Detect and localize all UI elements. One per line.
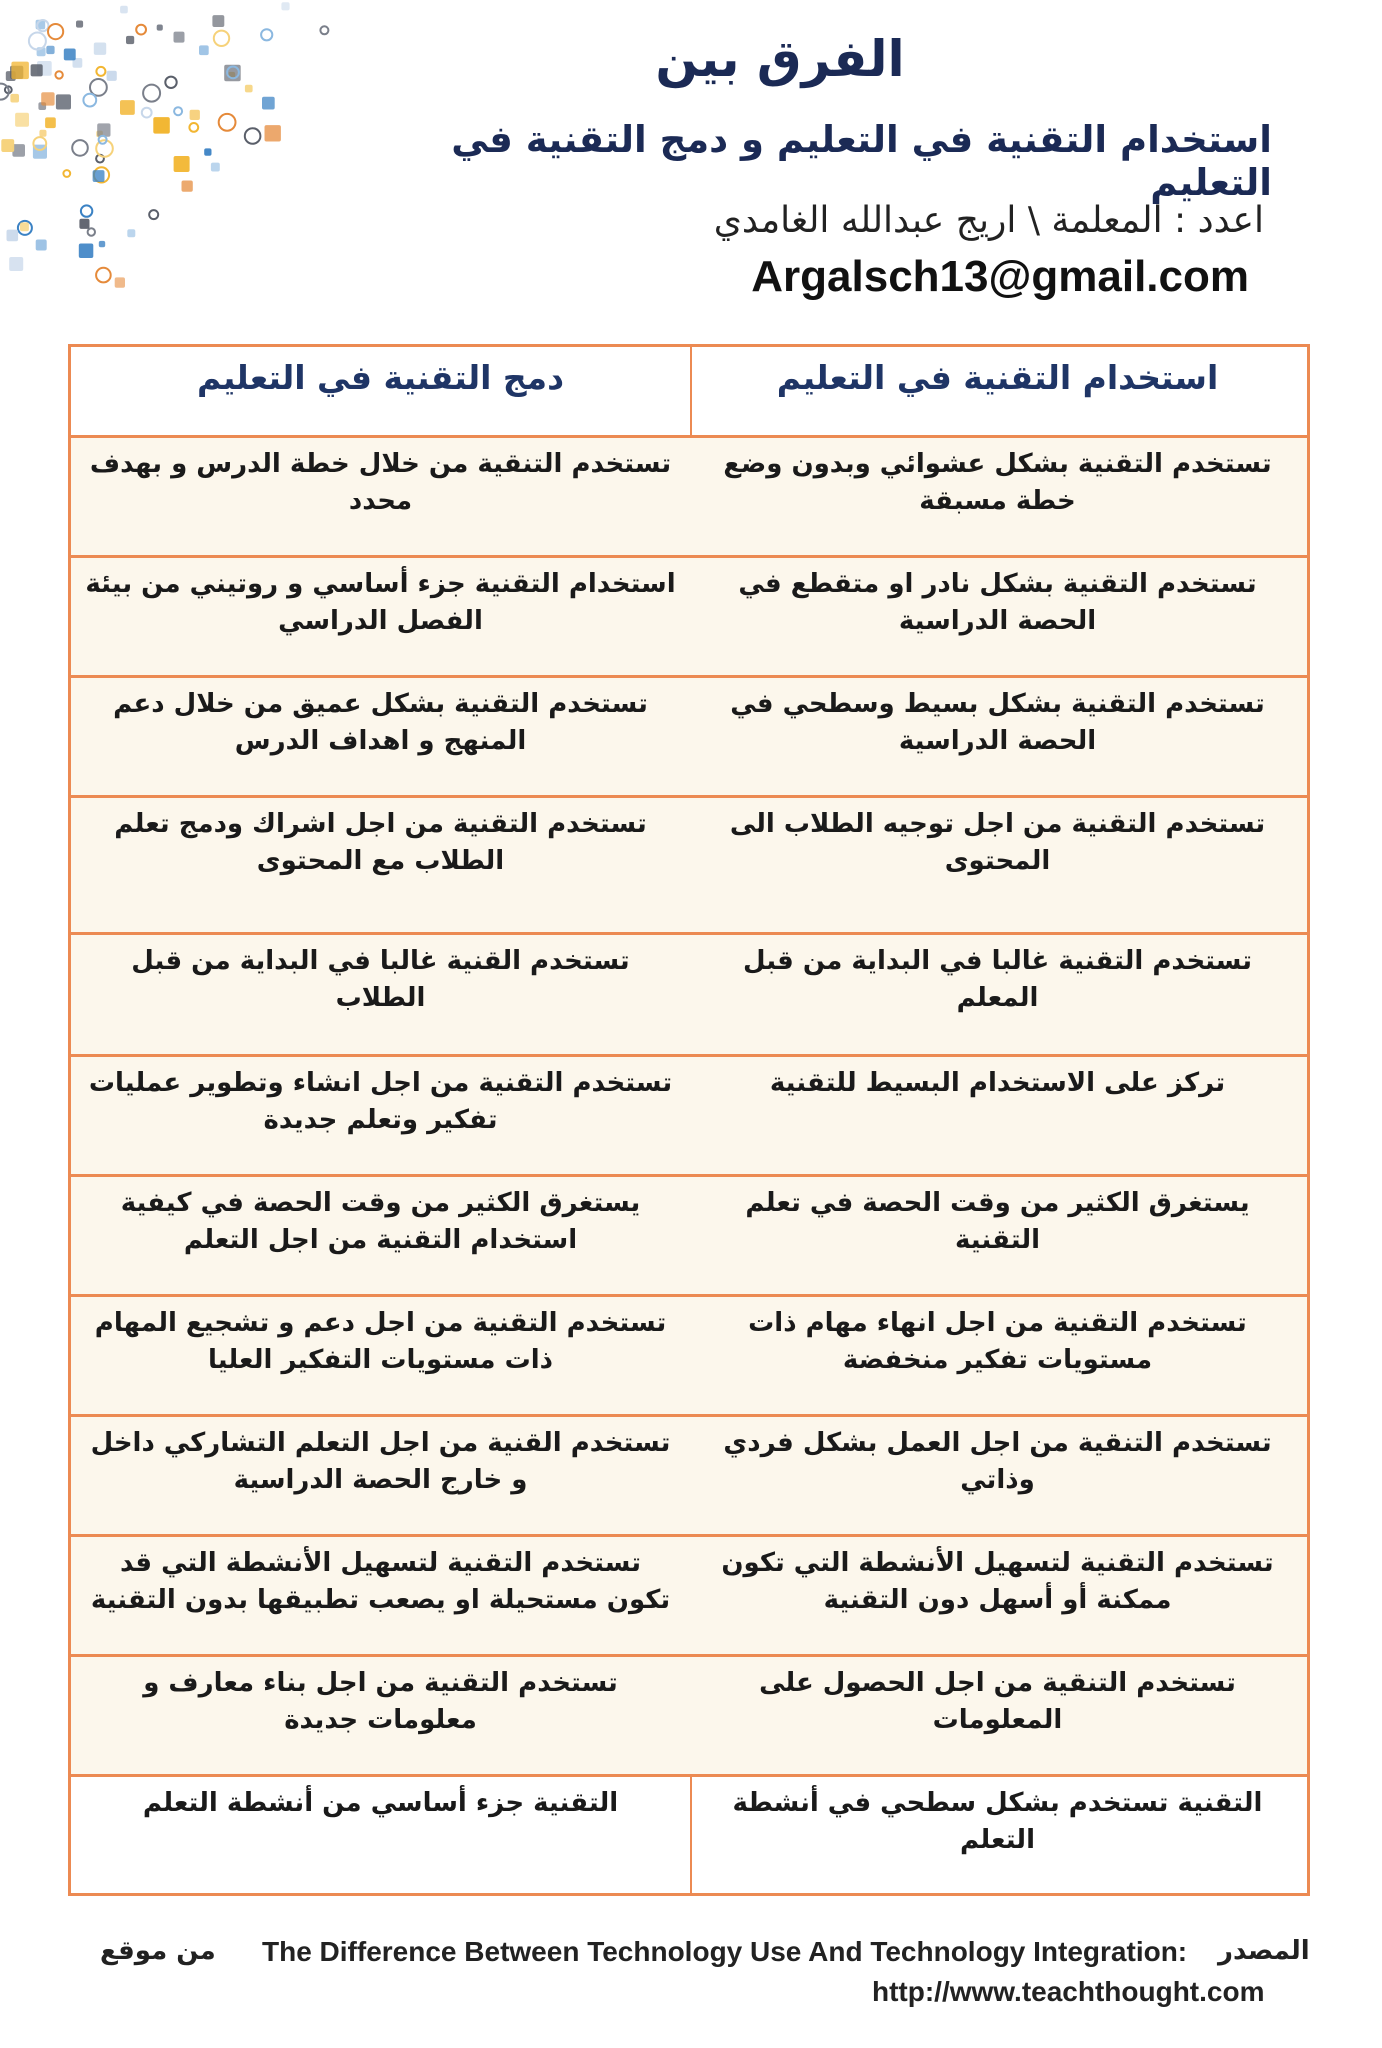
table-row bbox=[71, 1057, 1307, 1177]
use-cell: تستخدم التقنية من اجل توجيه الطلاب الى المحتوى bbox=[729, 809, 1266, 876]
cloud-icon bbox=[174, 156, 190, 172]
integration-cell: استخدام التقنية جزء أساسي و روتيني من بيئة الفصل الدراسي bbox=[85, 569, 676, 636]
cloud-icon bbox=[204, 148, 211, 155]
cloud-icon bbox=[174, 32, 185, 43]
cloud-icon bbox=[245, 128, 261, 144]
cloud-icon bbox=[189, 123, 198, 132]
table-row bbox=[71, 1777, 1307, 1896]
cloud-icon bbox=[136, 25, 146, 35]
cloud-icon bbox=[107, 71, 117, 81]
cloud-icon bbox=[190, 110, 200, 120]
cloud-icon bbox=[165, 77, 176, 88]
integration-cell: تستخدم التقنية بشكل عميق من خلال دعم المنهج و اهداف الدرس bbox=[113, 689, 648, 756]
cloud-icon bbox=[64, 49, 76, 61]
cloud-icon bbox=[265, 125, 281, 141]
cloud-icon bbox=[20, 222, 29, 231]
cloud-icon bbox=[81, 205, 92, 216]
integration-cell: تستخدم التقنية من اجل بناء معارف و معلومات جديدة bbox=[143, 1668, 618, 1735]
cloud-icon bbox=[97, 123, 110, 136]
cloud-icon bbox=[320, 26, 328, 34]
cloud-icon bbox=[46, 46, 54, 54]
table-row bbox=[71, 935, 1307, 1057]
from-site-label: من موقع bbox=[100, 1936, 216, 1966]
cloud-icon bbox=[76, 21, 83, 28]
table-header-row bbox=[71, 347, 1307, 438]
integration-cell: تستخدم القنية من اجل التعلم التشاركي داخل و خارج الحصة الدراسية bbox=[90, 1428, 671, 1495]
cloud-icon bbox=[55, 71, 62, 78]
cloud-icon bbox=[93, 170, 105, 182]
cloud-icon bbox=[174, 107, 182, 115]
table-row bbox=[71, 1417, 1307, 1537]
cloud-icon bbox=[63, 170, 70, 177]
header-technology-integration: دمج التقنية في التعليم bbox=[196, 358, 565, 397]
author-line: اعدد : المعلمة \ اريج عبدالله الغامدي bbox=[713, 200, 1264, 241]
cloud-icon bbox=[45, 117, 56, 128]
integration-cell: تستخدم التقنية من اجل اشراك ودمج تعلم الطلاب مع المحتوى bbox=[114, 809, 647, 876]
cloud-icon bbox=[126, 36, 134, 44]
use-cell: تستخدم التنقية من اجل العمل بشكل فردي وذاتي bbox=[723, 1428, 1272, 1495]
table-row bbox=[71, 1297, 1307, 1417]
cloud-icon bbox=[10, 94, 19, 103]
comparison-table bbox=[68, 344, 1310, 1896]
cloud-icon bbox=[212, 15, 224, 27]
integration-cell: تستخدم التقنية لتسهيل الأنشطة التي قد تكون مستحيلة او يصعب تطبيقها بدون التقنية bbox=[90, 1548, 671, 1615]
cloud-icon bbox=[214, 31, 229, 46]
cloud-icon bbox=[199, 45, 209, 55]
cloud-icon bbox=[245, 85, 253, 93]
cloud-icon bbox=[7, 230, 19, 242]
table-row bbox=[71, 678, 1307, 798]
table-row bbox=[71, 798, 1307, 935]
cloud-icon bbox=[12, 144, 25, 157]
use-cell: تستخدم التقنية بشكل نادر او متقطع في الحصة الدراسية bbox=[738, 569, 1257, 636]
page-title: الفرق بين bbox=[655, 30, 905, 88]
cloud-icon bbox=[15, 113, 29, 127]
cloud-icon bbox=[79, 219, 89, 229]
integration-cell: تستخدم التنقية من خلال خطة الدرس و بهدف محدد bbox=[89, 449, 672, 516]
use-cell: تستخدم التقنية لتسهيل الأنشطة التي تكون ممكنة أو أسهل دون التقنية bbox=[721, 1548, 1274, 1615]
cloud-icon bbox=[79, 244, 94, 259]
cloud-icon bbox=[219, 114, 236, 131]
source-url[interactable]: http://www.teachthought.com bbox=[872, 1976, 1265, 2007]
use-cell: تركز على الاستخدام البسيط للتقنية bbox=[769, 1068, 1226, 1098]
use-cell: يستغرق الكثير من وقت الحصة في تعلم التقنية bbox=[745, 1188, 1250, 1255]
use-cell: تستخدم التقنية غالبا في البداية من قبل المعلم bbox=[742, 946, 1253, 1013]
cloud-icon bbox=[120, 6, 128, 14]
cloud-icon bbox=[1, 139, 14, 152]
use-cell: تستخدم التقنية بشكل عشوائي وبدون وضع خطة مسبقة bbox=[723, 449, 1272, 516]
use-cell: تستخدم التقنية من اجل انهاء مهام ذات مستويات تفكير منخفضة bbox=[748, 1308, 1247, 1375]
cloud-icon bbox=[88, 228, 95, 235]
table-row bbox=[71, 558, 1307, 678]
table-row bbox=[71, 1657, 1307, 1777]
cloud-icon bbox=[72, 140, 88, 156]
cloud-icon bbox=[157, 25, 163, 31]
cloud-icon bbox=[41, 92, 54, 105]
table-row bbox=[71, 438, 1307, 558]
source-title: The Difference Between Technology Use And Technology Integration: bbox=[262, 1936, 1188, 1967]
cloud-icon bbox=[11, 62, 29, 80]
integration-cell: يستغرق الكثير من وقت الحصة في كيفية استخدام التقنية من اجل التعلم bbox=[120, 1188, 641, 1255]
use-cell: تستخدم التقنية بشكل بسيط وسطحي في الحصة الدراسية bbox=[730, 689, 1265, 756]
header-technology-use: استخدام التقنية في التعليم bbox=[776, 358, 1219, 397]
table-row bbox=[71, 1177, 1307, 1297]
cloud-icon bbox=[127, 229, 135, 237]
cloud-icon bbox=[115, 277, 125, 287]
cloud-icon bbox=[142, 108, 152, 118]
cloud-icon bbox=[262, 97, 275, 110]
cloud-icon bbox=[261, 29, 272, 40]
integration-cell: التقنية جزء أساسي من أنشطة التعلم bbox=[142, 1788, 619, 1818]
use-cell: تستخدم التنقية من اجل الحصول على المعلومات bbox=[759, 1668, 1236, 1735]
author-email: Argalsch13@gmail.com bbox=[751, 252, 1249, 301]
cloud-icon bbox=[96, 268, 111, 283]
cloud-icon bbox=[99, 241, 105, 247]
source-label: المصدر bbox=[1218, 1936, 1310, 1966]
cloud-icon bbox=[182, 181, 193, 192]
integration-cell: تستخدم القنية غالبا في البداية من قبل الطلاب bbox=[131, 946, 630, 1013]
cloud-icon bbox=[149, 210, 158, 219]
page-subtitle: استخدام التقنية في التعليم و دمج التقنية في التعليم bbox=[451, 118, 1272, 204]
cloud-icon bbox=[120, 100, 135, 115]
cloud-icon bbox=[31, 64, 43, 76]
cloud-icon bbox=[83, 94, 96, 107]
cloud-icon bbox=[48, 24, 63, 39]
cloud-icon bbox=[56, 94, 71, 109]
cloud-icon bbox=[29, 33, 46, 50]
cloud-icon bbox=[39, 130, 46, 137]
cloud-icon bbox=[94, 43, 106, 55]
cloud-icon bbox=[281, 2, 289, 10]
cloud-icon bbox=[211, 163, 220, 172]
table-row bbox=[71, 1537, 1307, 1657]
cloud-icon bbox=[143, 85, 160, 102]
cloud-icon bbox=[96, 67, 105, 76]
cloud-icon bbox=[153, 117, 170, 134]
cloud-icon bbox=[36, 240, 47, 251]
use-cell: التقنية تستخدم بشكل سطحي في أنشطة التعلم bbox=[732, 1788, 1263, 1855]
cloud-icon bbox=[9, 257, 23, 271]
integration-cell: تستخدم التقنية من اجل دعم و تشجيع المهام ذات مستويات التفكير العليا bbox=[94, 1308, 667, 1375]
integration-cell: تستخدم التقنية من اجل انشاء وتطوير عمليات تفكير وتعلم جديدة bbox=[88, 1068, 673, 1135]
